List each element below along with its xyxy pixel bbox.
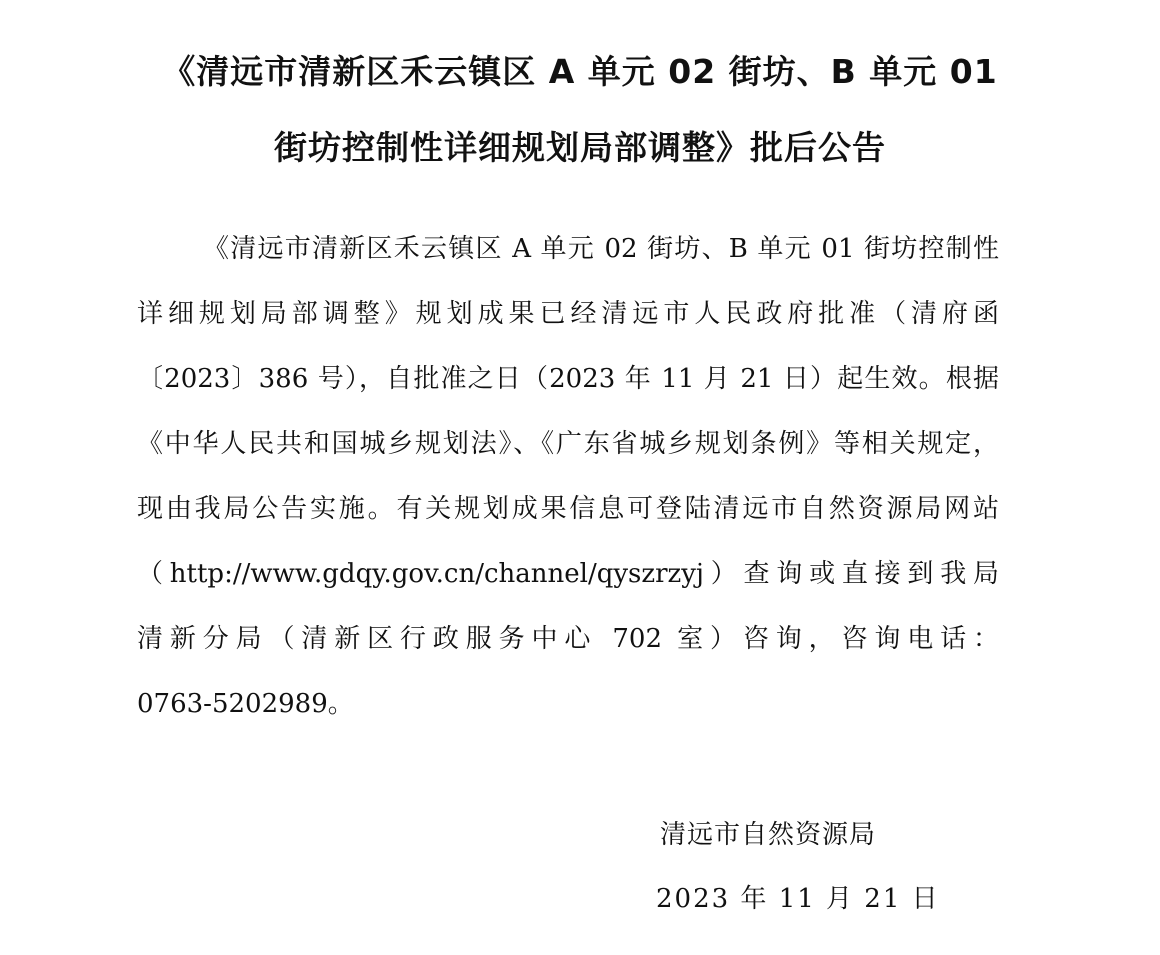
body-line-1: 《清远市清新区禾云镇区 A 单元 02 街坊、B 单元 01 街坊控制性	[203, 234, 999, 264]
signature-date: 2023 年 11 月 21 日	[656, 884, 940, 914]
document-title-line-2: 街坊控制性详细规划局部调整》批后公告	[274, 128, 886, 167]
body-line-6-website: （http://www.gdqy.gov.cn/channel/qyszrzyj）查询或直接到我局	[137, 559, 999, 589]
body-line-4: 《中华人民共和国城乡规划法》、《广东省城乡规划条例》等相关规定，	[137, 429, 999, 459]
body-line-8-phone: 0763-5202989。	[137, 689, 354, 719]
body-line-3: 〔2023〕386 号），自批准之日（2023 年 11 月 21 日）起生效。根据	[137, 364, 999, 394]
document-title-line-1: 《清远市清新区禾云镇区 A 单元 02 街坊、B 单元 01	[162, 52, 998, 91]
body-line-5: 现由我局公告实施。有关规划成果信息可登陆清远市自然资源局网站	[137, 494, 999, 524]
body-line-7: 清新分局（清新区行政服务中心 702 室）咨询，咨询电话：	[137, 624, 999, 654]
signature-organization: 清远市自然资源局	[660, 820, 877, 850]
body-line-2: 详细规划局部调整》规划成果已经清远市人民政府批准（清府函	[137, 299, 999, 329]
